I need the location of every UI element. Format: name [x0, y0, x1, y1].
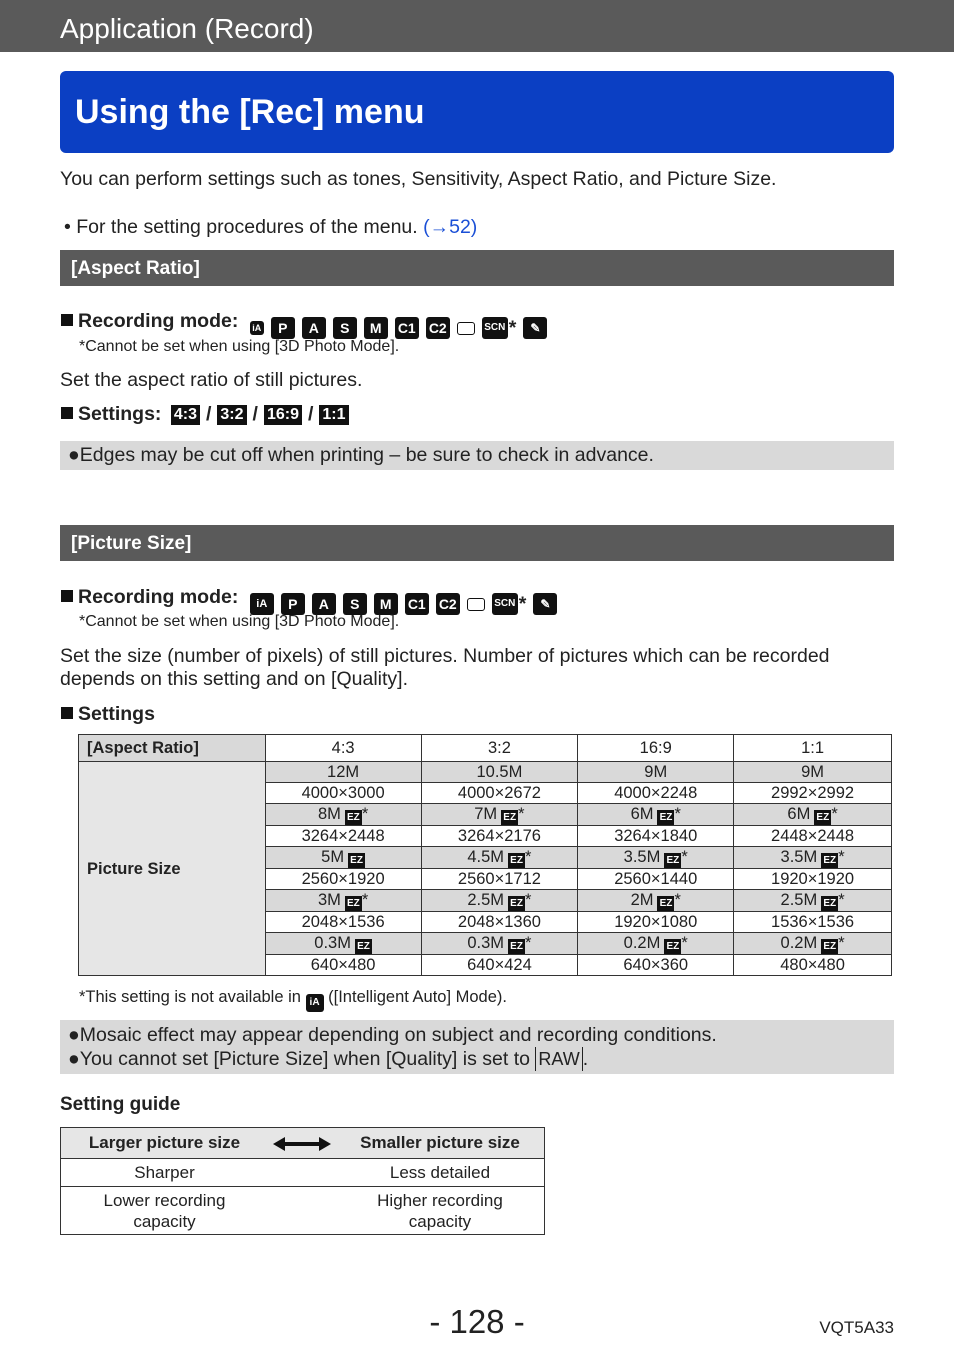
pixel-count-cell: 640×480: [265, 955, 421, 976]
picture-size-value: 12M: [327, 763, 360, 781]
pixel-count-cell: 640×424: [421, 955, 578, 976]
section-header-bar: [0, 0, 954, 52]
picture-note-2-end: .: [582, 1048, 589, 1070]
shutter-icon: S: [343, 593, 367, 615]
pixel-count-cell: 2560×1920: [265, 869, 421, 890]
extended-zoom-icon: EZ: [501, 810, 518, 825]
picture-size-value: 8M: [317, 805, 341, 823]
footnote-star: *: [361, 805, 369, 823]
aspect-3-2-icon: 3:2: [217, 405, 246, 425]
guide-row: [61, 1159, 545, 1187]
picture-size-value: 6M: [630, 805, 654, 823]
picture-size-value: 0.3M: [467, 934, 505, 952]
pixel-count-cell: 2560×1440: [578, 869, 734, 890]
guide-header-left: Larger picture size: [61, 1128, 269, 1159]
picture-size-section-title: [Picture Size]: [71, 533, 192, 554]
guide-left-cell: [61, 1187, 269, 1235]
guide-row: [61, 1187, 545, 1235]
guide-right-cell: [336, 1187, 545, 1235]
picture-size-cell: [421, 762, 578, 783]
picture-size-cell: [734, 847, 892, 869]
table-footnote-prefix: *This setting is not available in: [79, 988, 301, 1006]
intelligent-auto-icon: iA: [250, 593, 274, 615]
table-footnote: [79, 988, 507, 1012]
manual-icon: M: [374, 593, 398, 615]
panorama-icon: [457, 322, 475, 335]
pixel-count-cell: 2448×2448: [734, 826, 892, 847]
aspect-ratio-section-bar: [60, 250, 894, 286]
column-header: 3:2: [421, 735, 578, 762]
picture-size-cell: [265, 762, 421, 783]
pixel-count-cell: 2048×1536: [265, 912, 421, 933]
aspect-footnote: *Cannot be set when using [3D Photo Mode].: [79, 338, 400, 355]
picture-size-cell: [421, 847, 578, 869]
guide-header-row: [61, 1128, 545, 1159]
picture-settings-heading: [61, 703, 155, 726]
picture-size-value: 4.5M: [467, 848, 505, 866]
picture-size-cell: [734, 890, 892, 912]
pixel-count-cell: 2560×1712: [421, 869, 578, 890]
pixel-count-cell: 2048×1360: [421, 912, 578, 933]
footnote-star: *: [525, 934, 532, 952]
extended-zoom-icon: EZ: [355, 939, 372, 954]
picture-size-value: 10.5M: [476, 763, 523, 781]
pixel-count-cell: 1920×1920: [734, 869, 892, 890]
page-reference-link[interactable]: (→52): [423, 216, 478, 238]
table-row: [79, 762, 892, 783]
extended-zoom-icon: EZ: [821, 896, 838, 911]
aspect-recording-mode: [61, 310, 547, 340]
footnote-star: *: [674, 805, 681, 823]
menu-procedure-text: • For the setting procedures of the menu.: [64, 216, 418, 238]
extended-zoom-icon: EZ: [348, 853, 365, 868]
picture-footnote: *Cannot be set when using [3D Photo Mode].: [79, 613, 400, 630]
picture-size-cell: [578, 762, 734, 783]
extended-zoom-icon: EZ: [657, 810, 674, 825]
intro-text: You can perform settings such as tones, Sensitivity, Aspect Ratio, and Picture Size.: [60, 168, 777, 190]
picture-size-cell: [578, 890, 734, 912]
footnote-star: *: [518, 805, 525, 823]
aspect-description: Set the aspect ratio of still pictures.: [60, 369, 363, 391]
picture-size-value: 7M: [474, 805, 498, 823]
picture-size-cell: [265, 933, 421, 955]
footnote-star: *: [681, 934, 688, 952]
picture-description: [60, 645, 830, 691]
picture-size-value: 2M: [630, 891, 654, 909]
footnote-star: *: [838, 891, 845, 909]
picture-size-value: 3.5M: [623, 848, 661, 866]
table-header-row: [79, 735, 892, 762]
pixel-count-cell: 3264×2176: [421, 826, 578, 847]
square-bullet-icon: [61, 590, 73, 602]
setting-guide-table: [60, 1127, 545, 1235]
picture-size-cell: [578, 933, 734, 955]
picture-size-value: 9M: [801, 763, 825, 781]
recording-mode-label: Recording mode:: [78, 310, 239, 332]
scene-star: *: [518, 593, 527, 615]
guide-left-cell: Sharper: [61, 1159, 269, 1187]
recording-mode-label: Recording mode:: [78, 586, 239, 608]
extended-zoom-icon: EZ: [508, 853, 525, 868]
picture-size-cell: [265, 847, 421, 869]
custom2-icon: C2: [436, 593, 460, 615]
aspect-note: ●Edges may be cut off when printing – be sure to check in advance.: [68, 444, 654, 466]
picture-note-2: [60, 1047, 894, 1071]
pixel-count-cell: 640×360: [578, 955, 734, 976]
guide-right-line2: capacity: [408, 1211, 472, 1231]
aperture-icon: A: [302, 317, 326, 339]
intelligent-auto-icon: iA: [306, 994, 324, 1012]
picture-size-value: 3M: [317, 891, 341, 909]
footnote-star: *: [831, 805, 838, 823]
pixel-count-cell: 3264×2448: [265, 826, 421, 847]
program-icon: P: [271, 317, 295, 339]
shutter-icon: S: [333, 317, 357, 339]
picture-size-cell: [734, 762, 892, 783]
extended-zoom-icon: EZ: [508, 939, 525, 954]
picture-size-cell: [421, 890, 578, 912]
custom2-icon: C2: [426, 317, 450, 339]
extended-zoom-icon: EZ: [821, 939, 838, 954]
extended-zoom-icon: EZ: [664, 939, 681, 954]
footnote-star: *: [525, 848, 532, 866]
aspect-16-9-icon: 16:9: [264, 405, 302, 425]
picture-size-cell: [265, 890, 421, 912]
pixel-count-cell: 480×480: [734, 955, 892, 976]
footnote-star: *: [674, 891, 681, 909]
picture-size-value: 5M: [321, 848, 345, 866]
column-header: 16:9: [578, 735, 734, 762]
guide-header-right: Smaller picture size: [336, 1128, 545, 1159]
picture-size-row-label: Picture Size: [79, 762, 266, 976]
picture-size-cell: [578, 804, 734, 826]
picture-description-line1: Set the size (number of pixels) of still pictures. Number of pictures which can be recorded: [60, 645, 830, 667]
raw-icon: RAW: [535, 1047, 582, 1071]
extended-zoom-icon: EZ: [508, 896, 525, 911]
picture-size-section-bar: [60, 525, 894, 561]
square-bullet-icon: [61, 707, 73, 719]
section-header-title: Application (Record): [60, 13, 314, 44]
footnote-star: *: [838, 848, 845, 866]
extended-zoom-icon: EZ: [814, 810, 831, 825]
aperture-icon: A: [312, 593, 336, 615]
extended-zoom-icon: EZ: [345, 810, 362, 825]
picture-size-value: 0.3M: [314, 934, 351, 952]
aspect-1-1-icon: 1:1: [319, 405, 348, 425]
panorama-icon: [467, 598, 485, 611]
column-header: 1:1: [734, 735, 892, 762]
page-title-box: [60, 71, 894, 153]
document-code: VQT5A33: [819, 1318, 894, 1337]
scene-star: *: [508, 317, 517, 339]
page-title: Using the [Rec] menu: [75, 93, 425, 131]
picture-size-cell: [265, 804, 421, 826]
guide-right-cell: Less detailed: [336, 1159, 545, 1187]
picture-size-value: 2.5M: [467, 891, 505, 909]
aspect-4-3-icon: 4:3: [171, 405, 200, 425]
footnote-star: *: [681, 848, 688, 866]
picture-note-box: [60, 1020, 894, 1074]
picture-note-1: ●Mosaic effect may appear depending on subject and recording conditions.: [68, 1024, 717, 1046]
aspect-settings: [61, 403, 349, 426]
table-footnote-suffix: ([Intelligent Auto] Mode).: [328, 988, 507, 1006]
square-bullet-icon: [61, 407, 73, 419]
creative-control-icon: ✎: [523, 317, 547, 339]
page-number: - 128 -: [429, 1303, 525, 1340]
picture-size-value: 0.2M: [623, 934, 661, 952]
scene-icon: SCN: [482, 317, 508, 339]
extended-zoom-icon: EZ: [821, 853, 838, 868]
guide-left-line1: Lower recording: [103, 1190, 226, 1210]
picture-size-cell: [578, 847, 734, 869]
separator: /: [252, 403, 258, 425]
scene-icon: SCN: [492, 593, 518, 615]
pixel-count-cell: 1536×1536: [734, 912, 892, 933]
pixel-count-cell: 2992×2992: [734, 783, 892, 804]
mode-icons: [250, 317, 548, 340]
picture-size-value: 6M: [787, 805, 811, 823]
picture-recording-mode: [61, 586, 557, 616]
aspect-note-box: [60, 441, 894, 470]
picture-size-value: 3.5M: [780, 848, 818, 866]
double-arrow-icon: [268, 1128, 336, 1159]
settings-label: Settings:: [78, 403, 162, 425]
creative-control-icon: ✎: [533, 593, 557, 615]
menu-procedure-note: [64, 216, 477, 239]
picture-size-cell: [421, 804, 578, 826]
extended-zoom-icon: EZ: [345, 896, 362, 911]
custom1-icon: C1: [405, 593, 429, 615]
separator: /: [307, 403, 314, 425]
manual-icon: M: [364, 317, 388, 339]
pixel-count-cell: 1920×1080: [578, 912, 734, 933]
guide-right-line1: Higher recording: [377, 1190, 503, 1210]
picture-description-line2: depends on this setting and on [Quality].: [60, 668, 408, 690]
column-header: 4:3: [265, 735, 421, 762]
pixel-count-cell: 4000×2672: [421, 783, 578, 804]
picture-size-cell: [734, 933, 892, 955]
extended-zoom-icon: EZ: [664, 853, 681, 868]
pixel-count-cell: 4000×3000: [265, 783, 421, 804]
footnote-star: *: [525, 891, 532, 909]
picture-size-cell: [421, 933, 578, 955]
aspect-ratio-header: [Aspect Ratio]: [79, 735, 266, 762]
footnote-star: *: [838, 934, 845, 952]
guide-left-line2: capacity: [133, 1211, 196, 1231]
custom1-icon: C1: [395, 317, 419, 339]
picture-size-value: 0.2M: [780, 934, 818, 952]
picture-size-value: 2.5M: [780, 891, 818, 909]
setting-guide-title: Setting guide: [60, 1094, 181, 1115]
extended-zoom-icon: EZ: [657, 896, 674, 911]
separator: /: [205, 403, 212, 425]
pixel-count-cell: 3264×1840: [578, 826, 734, 847]
intelligent-auto-icon: iA: [250, 321, 264, 335]
picture-size-table: [78, 734, 892, 976]
picture-size-cell: [734, 804, 892, 826]
square-bullet-icon: [61, 314, 73, 326]
pixel-count-cell: 4000×2248: [578, 783, 734, 804]
aspect-ratio-section-title: [Aspect Ratio]: [71, 258, 200, 279]
settings-label: Settings: [78, 703, 155, 725]
picture-note-2-text: ●You cannot set [Picture Size] when [Quality] is set to: [68, 1048, 530, 1070]
footnote-star: *: [361, 891, 369, 909]
picture-size-value: 9M: [644, 763, 668, 781]
program-icon: P: [281, 593, 305, 615]
